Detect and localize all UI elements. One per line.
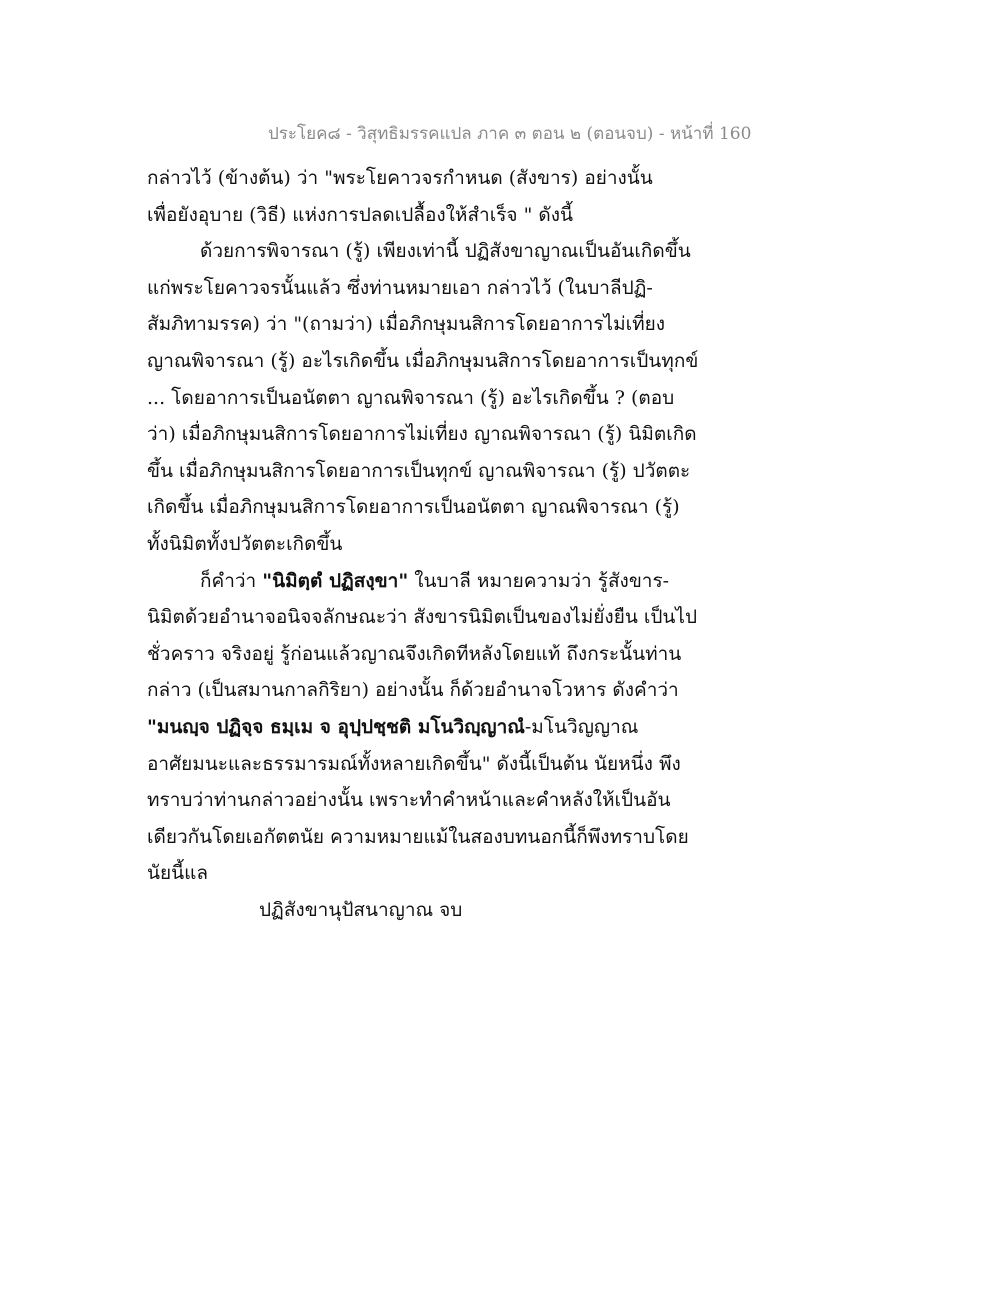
pali-quote: "มนญฺจ ปฏิจฺจ ธมฺเม จ อุปฺปชฺชติ มโนวิญฺญาณํ: [147, 715, 525, 738]
text-line: เพื่อยังอุบาย (วิธี) แห่งการปลดเปลื้องให้สำเร็จ " ดังนี้: [147, 203, 573, 226]
text-line: ว่า) เมื่อภิกษุมนสิการโดยอาการไม่เที่ยง ญาณพิจารณา (รู้) นิมิตเกิด: [147, 423, 697, 446]
text-line: ทราบว่าท่านกล่าวอย่างนั้น เพราะทำคำหน้าและคำหลังให้เป็นอัน: [147, 789, 671, 812]
text-line: ด้วยการพิจารณา (รู้) เพียงเท่านี้ ปฏิสังขาญาณเป็นอันเกิดขึ้น: [200, 240, 691, 263]
text-line: เกิดขึ้น เมื่อภิกษุมนสิการโดยอาการเป็นอนัตตา ญาณพิจารณา (รู้): [147, 496, 680, 519]
text-line: ขึ้น เมื่อภิกษุมนสิการโดยอาการเป็นทุกข์ ญาณพิจารณา (รู้) ปวัตตะ: [147, 459, 691, 482]
text-line: แก่พระโยคาวจรนั้นแล้ว ซึ่งท่านหมายเอา กล่าวไว้ (ในบาลีปฏิ-: [147, 276, 653, 299]
text-line: ชั่วคราว จริงอยู่ รู้ก่อนแล้วญาณจึงเกิดทีหลังโดยแท้ ถึงกระนั้นท่าน: [147, 642, 682, 665]
text-line: ญาณพิจารณา (รู้) อะไรเกิดขึ้น เมื่อภิกษุมนสิการโดยอาการเป็นทุกข์: [147, 349, 699, 372]
text-line: กล่าวไว้ (ข้างต้น) ว่า "พระโยคาวจรกำหนด (สังขาร) อย่างนั้น: [147, 167, 653, 189]
text-line: [147, 563, 699, 600]
text-line: นัยนี้แล: [147, 862, 208, 885]
text-line: กล่าว (เป็นสมานกาลกิริยา) อย่างนั้น ก็ด้วยอำนาจโวหาร ดังคำว่า: [147, 679, 679, 702]
text-line: นิมิตด้วยอำนาจอนิจจลักษณะว่า สังขารนิมิตเป็นของไม่ยั่งยืน เป็นไป: [147, 606, 698, 629]
text-line: ... โดยอาการเป็นอนัตตา ญาณพิจารณา (รู้) อะไรเกิดขึ้น ? (ตอบ: [147, 386, 675, 409]
section-end-marker: ปฏิสังขานุปัสนาญาณ จบ: [259, 898, 463, 921]
text-line: อาศัยมนะและธรรมารมณ์ทั้งหลายเกิดขึ้น" ดังนี้เป็นต้น นัยหนึ่ง พึง: [147, 752, 681, 775]
pali-term: "นิมิตฺตํ ปฏิสงฺขา": [262, 569, 409, 592]
body-text: [147, 160, 699, 928]
text-line: ทั้งนิมิตทั้งปวัตตะเกิดขึ้น: [147, 532, 343, 555]
text-segment: -มโนวิญญาณ: [524, 715, 639, 738]
text-segment: ในบาลี หมายความว่า รู้สังขาร-: [408, 569, 670, 592]
text-line: [147, 709, 699, 746]
text-line: เดียวกันโดยเอกัตตนัย ความหมายแม้ในสองบทนอกนี้ก็พึงทราบโดย: [147, 825, 689, 848]
text-line: สัมภิทามรรค) ว่า "(ถามว่า) เมื่อภิกษุมนสิการโดยอาการไม่เที่ยง: [147, 313, 666, 336]
text-segment: ก็คำว่า: [200, 569, 263, 592]
running-header: ประโยค๘ - วิสุทธิมรรคแปล ภาค ๓ ตอน ๒ (ตอนจบ) - หน้าที่ 160: [268, 124, 752, 144]
